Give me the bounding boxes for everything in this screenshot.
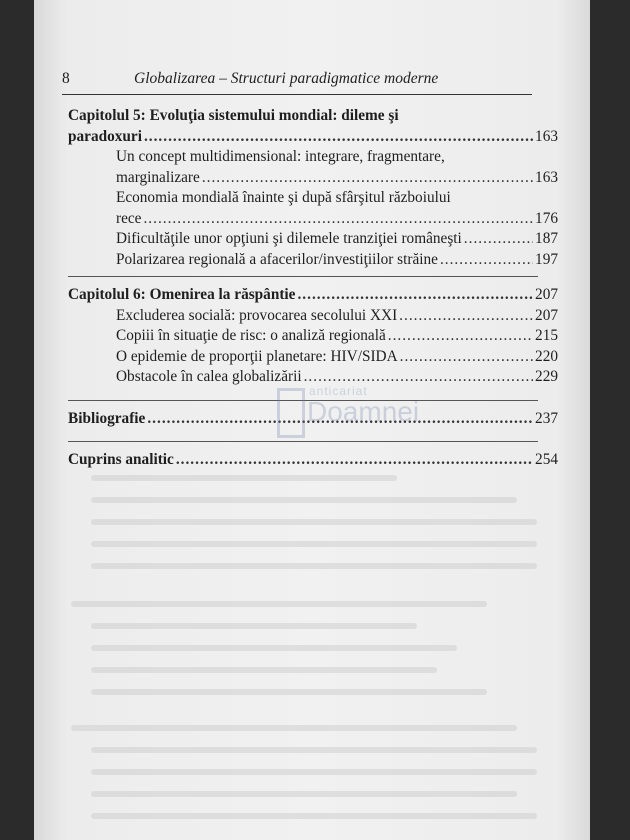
leader-dots: [400, 347, 533, 368]
toc-entry-cont: rece ..... 176: [68, 209, 558, 230]
toc-entry: Excluderea socială: provocarea secolului XXI ..... 207: [68, 306, 558, 327]
toc-entry-cont: marginalizare ..... 163: [68, 168, 558, 189]
watermark-big-text: Doamnei: [307, 396, 420, 427]
chapter-5-title-line1: Capitolul 5: Evoluţia sistemului mondial: dileme şi: [68, 107, 399, 124]
page-ref: 215: [535, 327, 558, 344]
page-ref: 207: [535, 286, 558, 303]
leader-dots: [176, 450, 533, 471]
running-title: Globalizarea – Structuri paradigmatice moderne: [134, 70, 439, 87]
toc-entry: Un concept multidimensional: integrare, fragmentare,: [116, 148, 445, 165]
watermark-frame-icon: [277, 388, 305, 438]
leader-dots: [297, 285, 533, 306]
chapter-5-title-line2: paradoxuri ..... 163: [68, 127, 558, 148]
page-ref: 163: [535, 127, 558, 145]
index-entry: Cuprins analitic ..... 254: [68, 450, 558, 471]
toc-entry: Polarizarea regională a afacerilor/investiţiilor străine ..... 197: [68, 250, 558, 271]
leader-dots: [399, 306, 533, 327]
toc-entry: Copiii în situaţie de risc: o analiză regională ..... 215: [68, 326, 558, 347]
page-ref: 163: [535, 168, 558, 186]
leader-dots: [464, 229, 533, 250]
leader-dots: [388, 326, 533, 347]
watermark-small-text: anticariat: [309, 384, 368, 398]
bibliography-entry: Bibliografie ..... 237: [68, 409, 558, 430]
page-ref: 197: [535, 250, 558, 268]
page-ref: 207: [535, 306, 558, 324]
divider: [68, 276, 538, 277]
toc-entry: O epidemie de proporţii planetare: HIV/SIDA ..... 220: [68, 347, 558, 368]
running-header: [62, 68, 532, 95]
page-ref: 220: [535, 347, 558, 365]
page-number: 8: [62, 70, 70, 87]
page-ref: 187: [535, 230, 558, 247]
page-ref: 176: [535, 209, 558, 227]
page-ref: 254: [535, 451, 558, 468]
watermark-logo: [277, 380, 447, 450]
leader-dots: [144, 127, 533, 148]
leader-dots: [143, 209, 533, 230]
leader-dots: [440, 250, 533, 271]
toc-entry: Economia mondială înainte şi după sfârşitul războiului: [116, 189, 451, 206]
toc-entry: Dificultăţile unor opţiuni şi dilemele tranziţiei româneşti ..... 187: [68, 229, 558, 250]
page-ref: 229: [535, 368, 558, 385]
book-page: [34, 0, 590, 840]
page-ref: 237: [535, 409, 558, 427]
chapter-6-title: Capitolul 6: Omenirea la răspântie ..... 207: [68, 285, 558, 306]
toc-entry: Obstacole în calea globalizării ..... 229: [68, 367, 558, 388]
leader-dots: [202, 168, 533, 189]
